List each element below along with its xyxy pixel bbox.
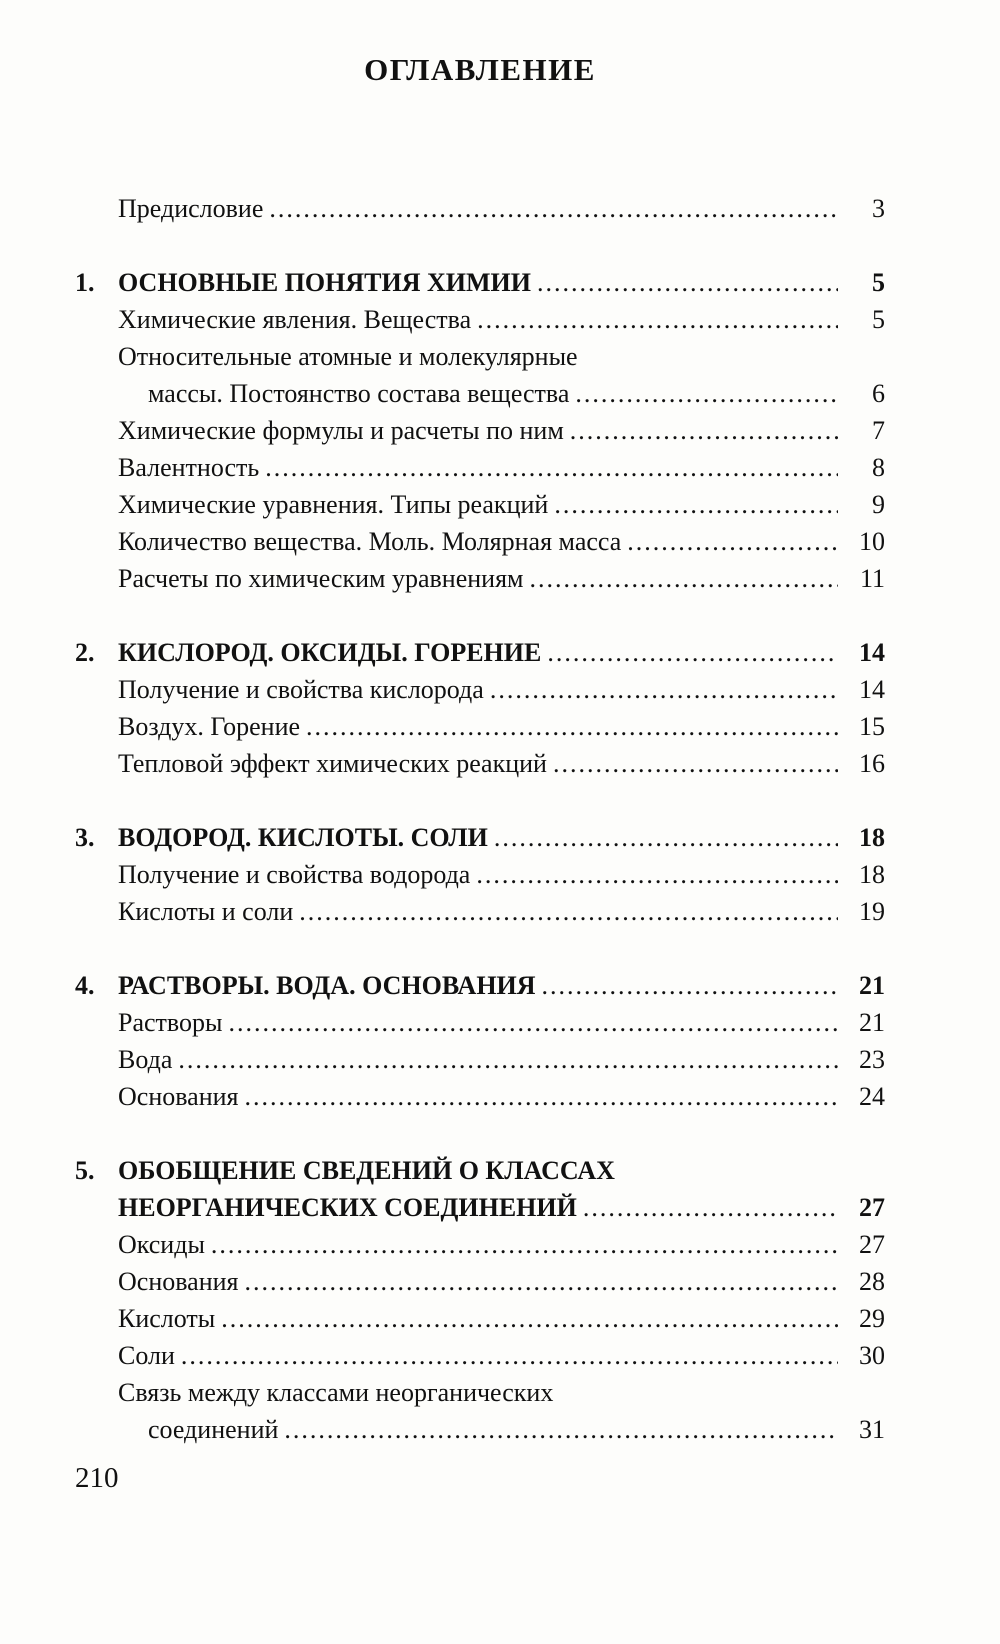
entry-title: ОБОБЩЕНИЕ СВЕДЕНИЙ О КЛАССАХ bbox=[118, 1156, 615, 1185]
toc-entry bbox=[75, 745, 885, 782]
dot-leader bbox=[477, 301, 838, 338]
entry-line bbox=[118, 671, 885, 708]
toc-entry bbox=[75, 190, 885, 227]
entry-title: ОСНОВНЫЕ ПОНЯТИЯ ХИМИИ bbox=[118, 268, 531, 297]
chapter-number: 4. bbox=[75, 971, 95, 1000]
toc-section bbox=[75, 264, 885, 597]
entry-body bbox=[118, 190, 885, 227]
chapter-number: 1. bbox=[75, 268, 95, 297]
entry-page-number: 21 bbox=[859, 971, 885, 1000]
entry-body bbox=[118, 893, 885, 930]
entry-title: Кислоты bbox=[118, 1304, 216, 1333]
chapter-number bbox=[75, 523, 118, 560]
entry-line bbox=[118, 301, 885, 338]
entry-title: Тепловой эффект химических реакций bbox=[118, 749, 547, 778]
toc-entry bbox=[75, 1263, 885, 1300]
entry-page-number: 6 bbox=[872, 379, 885, 408]
entry-title: Химические явления. Вещества bbox=[118, 305, 472, 334]
entry-title: Кислоты и соли bbox=[118, 897, 294, 926]
toc-entry bbox=[75, 1226, 885, 1263]
entry-line bbox=[118, 1263, 885, 1300]
dot-leader bbox=[553, 745, 838, 782]
entry-line bbox=[118, 1004, 885, 1041]
entry-body bbox=[118, 967, 885, 1004]
chapter-number: 2. bbox=[75, 638, 95, 667]
chapter-number bbox=[75, 708, 118, 745]
entry-body bbox=[118, 819, 885, 856]
entry-line bbox=[118, 264, 885, 301]
entry-title: Химические уравнения. Типы реакций bbox=[118, 490, 549, 519]
entry-line bbox=[118, 190, 885, 227]
toc-entry bbox=[75, 301, 885, 338]
toc-entry bbox=[75, 893, 885, 930]
entry-title: массы. Постоянство состава вещества bbox=[148, 379, 570, 408]
dot-leader bbox=[284, 1411, 838, 1448]
chapter-number bbox=[75, 1004, 118, 1041]
chapter-number bbox=[75, 856, 118, 893]
entry-title: Относительные атомные и молекулярные bbox=[118, 342, 578, 371]
toc-entry bbox=[75, 412, 885, 449]
chapter-number: 5. bbox=[75, 1156, 95, 1185]
chapter-number bbox=[75, 745, 118, 782]
entry-page-number: 3 bbox=[872, 194, 885, 223]
entry-body bbox=[118, 1004, 885, 1041]
entry-page-number: 19 bbox=[859, 897, 885, 926]
chapter-number bbox=[75, 1263, 118, 1300]
entry-body bbox=[118, 671, 885, 708]
chapter-number bbox=[75, 1078, 118, 1115]
toc-section bbox=[75, 634, 885, 782]
entry-body bbox=[118, 856, 885, 893]
chapter-number bbox=[75, 338, 118, 412]
entry-body bbox=[118, 1226, 885, 1263]
entry-page-number: 31 bbox=[859, 1415, 885, 1444]
entry-line bbox=[118, 1041, 885, 1078]
entry-page-number: 24 bbox=[859, 1082, 885, 1111]
toc-section bbox=[75, 1152, 885, 1448]
dot-leader bbox=[547, 634, 838, 671]
chapter-number: 3. bbox=[75, 823, 95, 852]
dot-leader bbox=[245, 1263, 839, 1300]
entry-page-number: 7 bbox=[872, 416, 885, 445]
dot-leader bbox=[542, 967, 838, 1004]
entry-title: Количество вещества. Моль. Молярная масса bbox=[118, 527, 622, 556]
entry-title: соединений bbox=[148, 1415, 279, 1444]
toc-entry bbox=[75, 856, 885, 893]
entry-title: Химические формулы и расчеты по ним bbox=[118, 416, 564, 445]
entry-body bbox=[118, 560, 885, 597]
entry-page-number: 5 bbox=[872, 268, 885, 297]
entry-line bbox=[118, 745, 885, 782]
chapter-number bbox=[75, 560, 118, 597]
chapter-number bbox=[75, 486, 118, 523]
entry-line bbox=[118, 1078, 885, 1115]
chapter-number bbox=[75, 671, 118, 708]
entry-body bbox=[118, 449, 885, 486]
entry-page-number: 14 bbox=[859, 638, 885, 667]
dot-leader bbox=[575, 375, 838, 412]
entry-body bbox=[118, 264, 885, 301]
entry-body bbox=[118, 1041, 885, 1078]
entry-body bbox=[118, 745, 885, 782]
chapter-number bbox=[75, 449, 118, 486]
entry-line bbox=[118, 1152, 885, 1189]
dot-leader bbox=[228, 1004, 838, 1041]
entry-page-number: 27 bbox=[859, 1193, 885, 1222]
entry-page-number: 5 bbox=[872, 305, 885, 334]
chapter-number bbox=[75, 893, 118, 930]
entry-title: Связь между классами неорганических bbox=[118, 1378, 554, 1407]
toc-list bbox=[75, 190, 885, 1448]
entry-body bbox=[118, 338, 885, 412]
dot-leader bbox=[490, 671, 838, 708]
entry-title: КИСЛОРОД. ОКСИДЫ. ГОРЕНИЕ bbox=[118, 638, 542, 667]
dot-leader bbox=[299, 893, 838, 930]
toc-entry bbox=[75, 264, 885, 301]
entry-line bbox=[118, 1226, 885, 1263]
chapter-number bbox=[75, 1374, 118, 1448]
dot-leader bbox=[265, 449, 838, 486]
entry-page-number: 27 bbox=[859, 1230, 885, 1259]
entry-body bbox=[118, 301, 885, 338]
entry-title: ВОДОРОД. КИСЛОТЫ. СОЛИ bbox=[118, 823, 488, 852]
toc-entry bbox=[75, 1300, 885, 1337]
dot-leader bbox=[570, 412, 838, 449]
toc-entry bbox=[75, 634, 885, 671]
dot-leader bbox=[211, 1226, 838, 1263]
entry-line bbox=[118, 1374, 885, 1411]
entry-line bbox=[118, 1411, 885, 1448]
toc-entry bbox=[75, 523, 885, 560]
entry-title: Воздух. Горение bbox=[118, 712, 301, 741]
entry-title: Получение и свойства кислорода bbox=[118, 675, 484, 704]
entry-title: Основания bbox=[118, 1082, 239, 1111]
entry-page-number: 10 bbox=[859, 527, 885, 556]
entry-title: Получение и свойства водорода bbox=[118, 860, 471, 889]
toc-entry bbox=[75, 1078, 885, 1115]
toc-entry bbox=[75, 560, 885, 597]
entry-line bbox=[118, 856, 885, 893]
entry-title: Предисловие bbox=[118, 194, 264, 223]
entry-page-number: 16 bbox=[859, 749, 885, 778]
dot-leader bbox=[269, 190, 838, 227]
toc-entry bbox=[75, 819, 885, 856]
entry-body bbox=[118, 486, 885, 523]
toc-entry bbox=[75, 1152, 885, 1226]
toc-entry bbox=[75, 1374, 885, 1448]
toc-entry bbox=[75, 338, 885, 412]
entry-line bbox=[118, 893, 885, 930]
entry-line bbox=[118, 819, 885, 856]
entry-page-number: 14 bbox=[859, 675, 885, 704]
dot-leader bbox=[627, 523, 838, 560]
entry-title: Оксиды bbox=[118, 1230, 205, 1259]
entry-body bbox=[118, 1152, 885, 1226]
entry-body bbox=[118, 1078, 885, 1115]
entry-body bbox=[118, 412, 885, 449]
entry-title: Соли bbox=[118, 1341, 175, 1370]
entry-page-number: 11 bbox=[859, 564, 885, 593]
entry-title: РАСТВОРЫ. ВОДА. ОСНОВАНИЯ bbox=[118, 971, 536, 1000]
entry-page-number: 23 bbox=[859, 1045, 885, 1074]
entry-page-number: 9 bbox=[872, 490, 885, 519]
entry-line bbox=[118, 486, 885, 523]
dot-leader bbox=[221, 1300, 838, 1337]
toc-entry bbox=[75, 671, 885, 708]
entry-title: Основания bbox=[118, 1267, 239, 1296]
dot-leader bbox=[181, 1337, 838, 1374]
dot-leader bbox=[494, 819, 838, 856]
entry-page-number: 18 bbox=[859, 860, 885, 889]
toc-section bbox=[75, 967, 885, 1115]
entry-line bbox=[118, 338, 885, 375]
entry-body bbox=[118, 1337, 885, 1374]
entry-line bbox=[118, 1300, 885, 1337]
entry-line bbox=[118, 1189, 885, 1226]
entry-line bbox=[118, 560, 885, 597]
entry-page-number: 18 bbox=[859, 823, 885, 852]
toc-entry bbox=[75, 1004, 885, 1041]
chapter-number bbox=[75, 1041, 118, 1078]
entry-page-number: 15 bbox=[859, 712, 885, 741]
chapter-number bbox=[75, 412, 118, 449]
entry-title: Растворы bbox=[118, 1008, 223, 1037]
dot-leader bbox=[476, 856, 838, 893]
dot-leader bbox=[583, 1189, 838, 1226]
entry-line bbox=[118, 375, 885, 412]
entry-title: Вода bbox=[118, 1045, 173, 1074]
entry-body bbox=[118, 523, 885, 560]
toc-entry bbox=[75, 449, 885, 486]
entry-title: Расчеты по химическим уравнениям bbox=[118, 564, 524, 593]
chapter-number bbox=[75, 1226, 118, 1263]
entry-page-number: 8 bbox=[872, 453, 885, 482]
entry-page-number: 29 bbox=[859, 1304, 885, 1333]
toc-entry bbox=[75, 967, 885, 1004]
toc-entry bbox=[75, 486, 885, 523]
dot-leader bbox=[529, 560, 838, 597]
page-title: ОГЛАВЛЕНИЕ bbox=[364, 52, 596, 87]
entry-line bbox=[118, 412, 885, 449]
chapter-number bbox=[75, 190, 118, 227]
entry-body bbox=[118, 634, 885, 671]
entry-line bbox=[118, 1337, 885, 1374]
entry-line bbox=[118, 634, 885, 671]
dot-leader bbox=[178, 1041, 838, 1078]
entry-line bbox=[118, 708, 885, 745]
dot-leader bbox=[554, 486, 838, 523]
entry-page-number: 28 bbox=[859, 1267, 885, 1296]
entry-line bbox=[118, 449, 885, 486]
dot-leader bbox=[537, 264, 838, 301]
entry-page-number: 30 bbox=[859, 1341, 885, 1370]
entry-body bbox=[118, 1263, 885, 1300]
entry-body bbox=[118, 1300, 885, 1337]
page-number: 210 bbox=[75, 1462, 119, 1494]
toc-entry bbox=[75, 1337, 885, 1374]
entry-page-number: 21 bbox=[859, 1008, 885, 1037]
chapter-number bbox=[75, 1337, 118, 1374]
toc-entry bbox=[75, 1041, 885, 1078]
dot-leader bbox=[245, 1078, 839, 1115]
chapter-number bbox=[75, 301, 118, 338]
dot-leader bbox=[306, 708, 838, 745]
entry-title: НЕОРГАНИЧЕСКИХ СОЕДИНЕНИЙ bbox=[118, 1193, 577, 1222]
entry-body bbox=[118, 708, 885, 745]
entry-body bbox=[118, 1374, 885, 1448]
entry-line bbox=[118, 523, 885, 560]
chapter-number bbox=[75, 1300, 118, 1337]
toc-section bbox=[75, 819, 885, 930]
toc-section bbox=[75, 190, 885, 227]
toc-entry bbox=[75, 708, 885, 745]
entry-line bbox=[118, 967, 885, 1004]
entry-title: Валентность bbox=[118, 453, 260, 482]
